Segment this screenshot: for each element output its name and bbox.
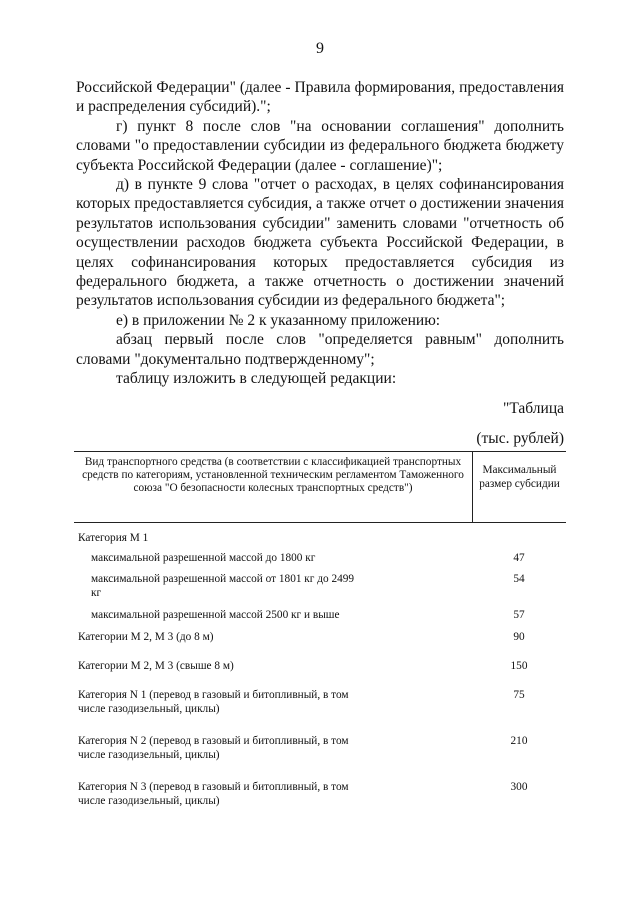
body-text [76,78,564,389]
header-max-subsidy: Максимальный размер субсидии [479,464,560,490]
row-value: 90 [513,631,525,643]
paragraph-6: таблицу изложить в следующей редакции: [116,370,397,388]
row-label: максимальной разрешенной массой до 1800 кг [91,552,316,564]
row-value: 75 [513,689,525,701]
row-label: Категории М 2, М 3 (свыше 8 м) [78,660,234,672]
table-unit: (тыс. рублей) [476,430,564,447]
row-label: Категория N 3 (перевод в газовый и битопливный, в том числе газодизельный, циклы) [78,781,349,807]
row-value: 210 [510,735,528,747]
header-vehicle-type: Вид транспортного средства (в соответствии с классификацией транспортных средств по категориям, установленной техническим регламентом Таможенного союза "О безопасности колесных транспортных средств") [82,456,464,495]
row-value: 300 [510,781,528,793]
row-value: 150 [510,660,528,672]
row-label: Категория N 2 (перевод в газовый и битопливный, в том числе газодизельный, циклы) [78,735,349,761]
row-label: Категории М 2, М 3 (до 8 м) [78,631,214,643]
page-number: 9 [316,40,324,57]
table-label: "Таблица [503,400,564,417]
row-label: максимальной разрешенной массой 2500 кг и выше [91,609,340,621]
row-label: Категория N 1 (перевод в газовый и битопливный, в том числе газодизельный, циклы) [78,689,349,715]
row-value: 54 [513,573,525,585]
paragraph-2: г) пункт 8 после слов "на основании соглашения" дополнить словами "о предоставлении субсидии из федерального бюджета бюджету субъекта Российской Федерации (далее - соглашение)"; [76,117,564,174]
row-value: 47 [513,552,525,564]
row-label: Категория М 1 [78,532,149,544]
row-value: 57 [513,609,525,621]
paragraph-1: Российской Федерации" (далее - Правила формирования, предоставления и распределения субсидий)."; [76,79,564,116]
paragraph-4: е) в приложении № 2 к указанному приложению: [116,311,441,329]
row-label: максимальной разрешенной массой от 1801 кг до 2499 кг [91,573,355,599]
paragraph-3: д) в пункте 9 слова "отчет о расходах, в целях софинансирования которых предоставляется субсидия, а также отчет о достижении значения результатов использования субсидии" заменить словами "отчетность об осуществлении расходов бюджета субъекта Российской Федерации, в целях софинансирования которых предоставляется субсидия из федерального бюджета, а также отчетность о достижении значений результатов использования субсидии из федерального бюджета"; [76,176,564,310]
paragraph-5: абзац первый после слов "определяется равным" дополнить словами "документально подтвержденному"; [76,331,564,368]
table-header [74,451,566,523]
